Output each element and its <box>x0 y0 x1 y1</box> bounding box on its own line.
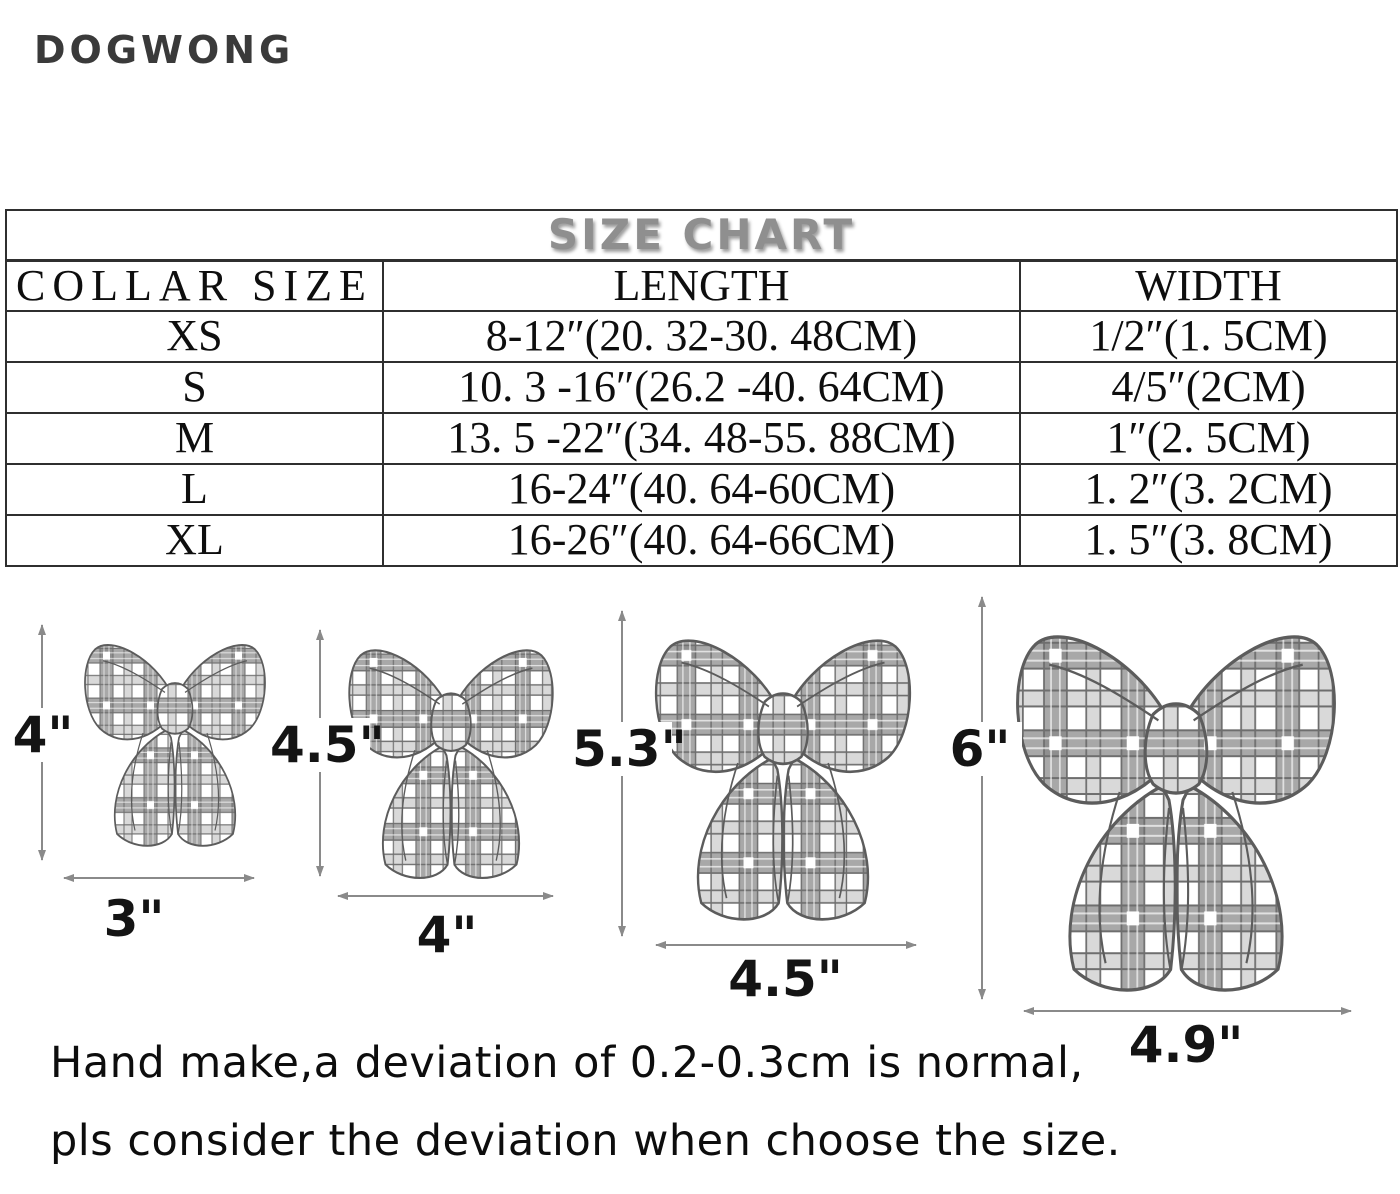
width-dimension-label: 3" <box>89 892 179 946</box>
bow-illustration-l <box>1000 593 1352 1001</box>
header-width: WIDTH <box>1020 261 1397 312</box>
cell-size: XS <box>6 311 383 362</box>
height-dimension-label: 5.3" <box>572 720 687 778</box>
cell-size: L <box>6 464 383 515</box>
cell-width: 4/5″(2CM) <box>1020 362 1397 413</box>
note-line-1: Hand make,a deviation of 0.2-0.3cm is normal, <box>50 1038 1084 1088</box>
width-dimension-arrow <box>1024 1010 1351 1012</box>
cell-length: 8-12″(20. 32-30. 48CM) <box>383 311 1020 362</box>
header-length: LENGTH <box>383 261 1020 312</box>
header-collar-size: COLLAR SIZE <box>6 261 383 312</box>
cell-width: 1. 2″(3. 2CM) <box>1020 464 1397 515</box>
cell-size: XL <box>6 515 383 566</box>
cell-size: S <box>6 362 383 413</box>
cell-width: 1″(2. 5CM) <box>1020 413 1397 464</box>
height-dimension-label: 4.5" <box>270 716 385 774</box>
cell-width: 1. 5″(3. 8CM) <box>1020 515 1397 566</box>
cell-length: 13. 5 -22″(34. 48-55. 88CM) <box>383 413 1020 464</box>
cell-length: 10. 3 -16″(26.2 -40. 64CM) <box>383 362 1020 413</box>
cell-size: M <box>6 413 383 464</box>
cell-length: 16-24″(40. 64-60CM) <box>383 464 1020 515</box>
note-line-2: pls consider the deviation when choose the size. <box>50 1116 1121 1166</box>
table-title: SIZE CHART <box>6 210 1397 261</box>
cell-width: 1/2″(1. 5CM) <box>1020 311 1397 362</box>
height-dimension-arrow <box>981 597 983 999</box>
width-dimension-label: 4.9" <box>1126 1018 1246 1072</box>
width-dimension-label: 4" <box>402 908 492 962</box>
width-dimension-label: 4.5" <box>728 950 843 1008</box>
brand-logo: DOGWONG <box>34 28 295 72</box>
height-dimension-label: 6" <box>938 722 1022 776</box>
height-dimension-label: 4" <box>4 708 82 762</box>
cell-length: 16-26″(40. 64-66CM) <box>383 515 1020 566</box>
